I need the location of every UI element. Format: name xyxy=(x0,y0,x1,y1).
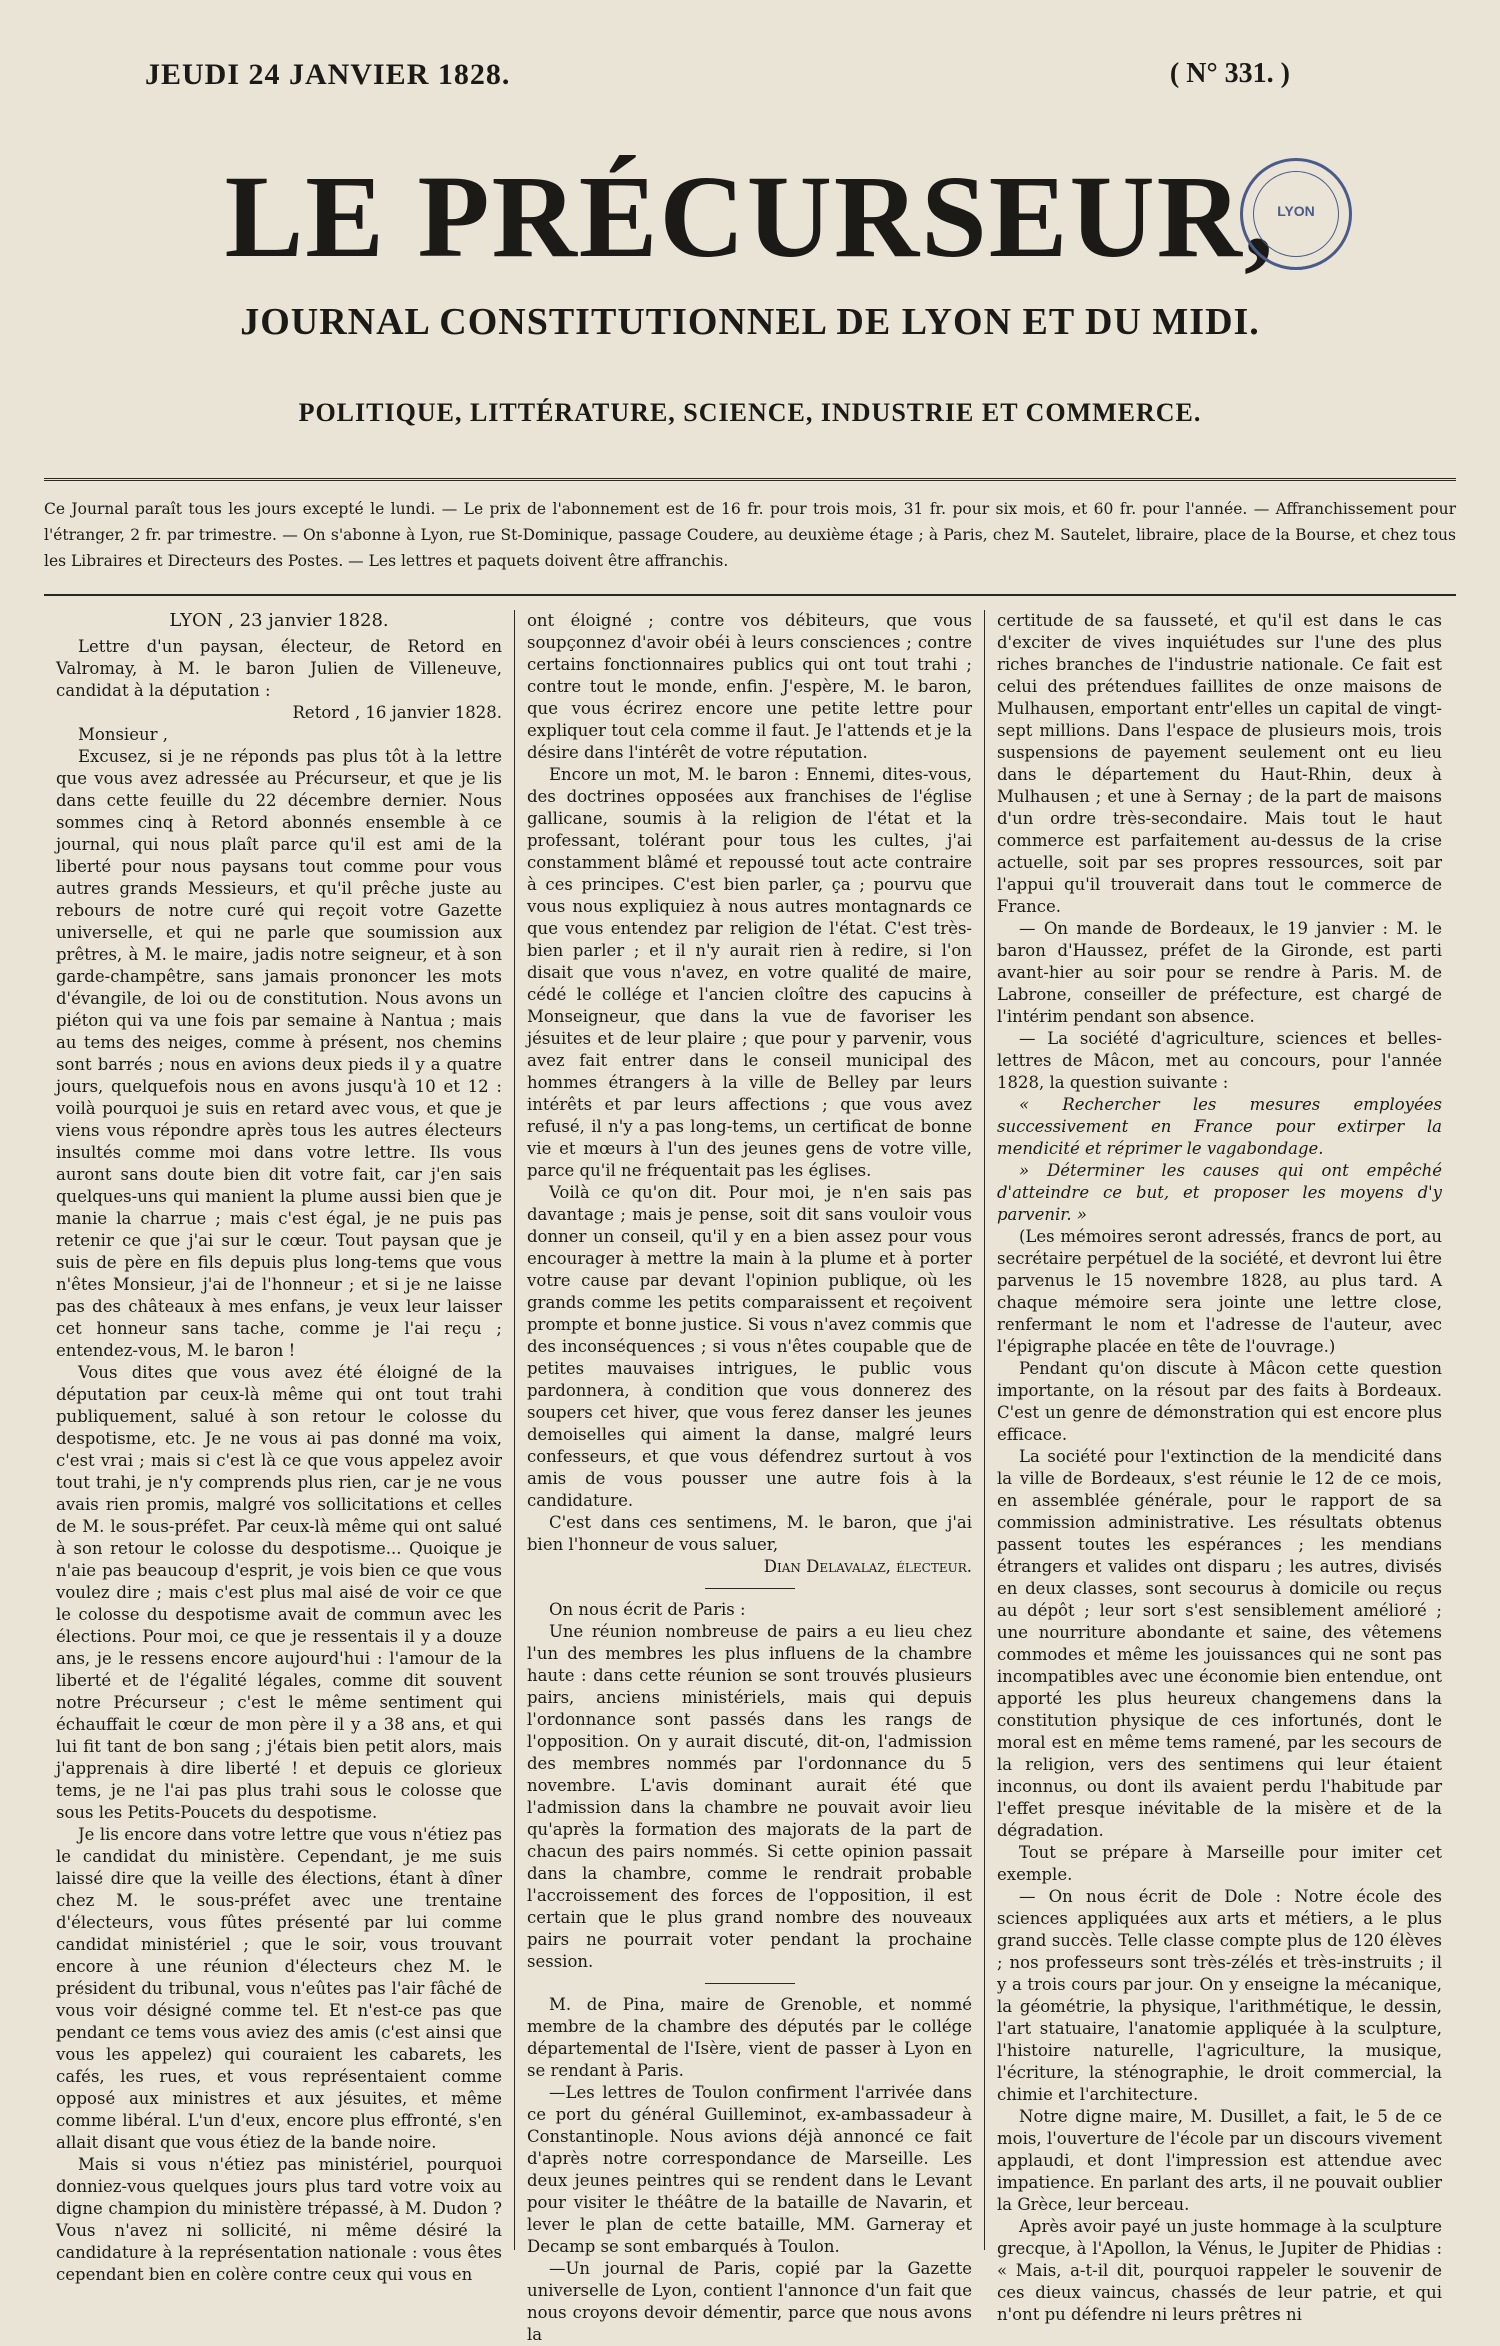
letter-paragraph: ont éloigné ; contre vos débiteurs, que vous soupçonnez d'avoir obéi à leurs consciences ; contre certains fonctionnaires publics qui ont tout trahi ; contre tout le monde, enfin. J'espère, M. le baron, que vous écrirez encore une petite lettre pour expliquer tout cela comme il faut. Je l'attends et je la désire dans l'intérêt de votre réputation. xyxy=(527,611,972,762)
newspaper-title: LE PRÉCURSEUR, xyxy=(224,151,1276,282)
notice-top-rule xyxy=(44,478,1456,481)
article-divider xyxy=(705,1983,795,1984)
letter-paragraph: C'est dans ces sentimens, M. le baron, que j'ai bien l'honneur de vous saluer, xyxy=(527,1513,972,1554)
news-paragraph: —Les lettres de Toulon confirment l'arrivée dans ce port du général Guilleminot, ex-ambassadeur à Constantinople. Nous avions déjà annoncé ce fait d'après notre correspondance de Marseille. Les deux jeunes peintres qui se rendent dans le Levant pour visiter le théâtre de la bataille de Navarin, et lever le plan de cette bataille, MM. Garneray et Decamp se sont embarqués à Toulon. xyxy=(527,2083,972,2256)
article-columns xyxy=(44,610,1456,2344)
news-paragraph: Notre digne maire, M. Dusillet, a fait, le 5 de ce mois, l'ouverture de l'école par un discours vivement applaudi, et dont l'impression est attendue avec impatience. En parlant des arts, il ne pouvait oublier la Grèce, leur berceau. xyxy=(997,2107,1442,2214)
news-paragraph: M. de Pina, maire de Grenoble, et nommé membre de la chambre des députés par le collége départemental de l'Isère, vient de passer à Lyon en se rendant à Paris. xyxy=(527,1995,972,2080)
library-stamp xyxy=(1240,158,1352,270)
column-2 xyxy=(514,610,984,2344)
news-paragraph: — On mande de Bordeaux, le 19 janvier : M. le baron d'Haussez, préfet de la Gironde, est parti avant-hier au soir pour se rendre à Paris. M. de Labrone, conseiller de préfecture, est chargé de l'intérim pendant son absence. xyxy=(997,919,1442,1026)
lyon-dateline: LYON , 23 janvier 1828. xyxy=(169,610,389,631)
letter-paragraph: Voilà ce qu'on dit. Pour moi, je n'en sais pas davantage ; mais je pense, soit dit sans vouloir vous donner un conseil, qu'il y en a bien assez pour vous encourager à mettre la main à la plume et à porter votre cause par devant l'opinion publique, où les grands comme les petits comparaissent et reçoivent prompte et bonne justice. Si vous n'avez commis que des inconséquences ; si vous n'êtes coupable que de petites mauvaises intrigues, le public vous pardonnera, à condition que vous donnerez des soupers cet hiver, que vous ferez danser les jeunes demoiselles qui aiment la danse, malgré leurs confesseurs, et que vous défendrez surtout à vos amis de vous pousser une autre fois à la candidature. xyxy=(527,1183,972,1510)
letter-intro: Lettre d'un paysan, électeur, de Retord en Valromay, à M. le baron Julien de Villeneuve, candidat à la députation : xyxy=(56,637,502,700)
issue-number: ( N° 331. ) xyxy=(1169,58,1290,89)
news-paragraph: La société pour l'extinction de la mendicité dans la ville de Bordeaux, s'est réunie le 12 de ce mois, en assemblée générale, pour le rapport de sa commission administrative. Les résultats obtenus passent toutes les espérances ; les mendians étrangers et valides ont disparu ; les autres, divisés en deux classes, sont secourus à domicile ou reçus au dépôt ; leur sort s'est sensiblement amélioré ; une nourriture abondante et saine, des vêtemens commodes et même les jouissances qui ne sont pas incompatibles avec une économie bien entendue, ont apporté les plus heureux changemens dans la constitution physique de ces infortunés, dont le moral est en même tems ramené, par les secours de la religion, vers des sentimens qui leur étaient inconnus, ou dont ils avaient perdu l'habitude par l'effet presque inévitable de la misère et de la dégradation. xyxy=(997,1447,1442,1840)
notice-bottom-rule xyxy=(44,594,1456,596)
article-divider xyxy=(705,1588,795,1589)
letter-signature: Dian Delavalaz, électeur. xyxy=(763,1557,972,1576)
news-paragraph: Après avoir payé un juste hommage à la sculpture grecque, à l'Apollon, la Vénus, le Jupiter de Phidias : « Mais, a-t-il dit, pourquoi rappeler le souvenir de ces dieux vaincus, chassés de leur patrie, et qui n'ont pu défendre ni leurs prêtres ni xyxy=(997,2217,1442,2324)
letter-place-date: Retord , 16 janvier 1828. xyxy=(292,703,502,722)
newspaper-tagline: POLITIQUE, LITTÉRATURE, SCIENCE, INDUSTRIE ET COMMERCE. xyxy=(298,398,1202,427)
stamp-text: LYON xyxy=(1277,203,1315,219)
column-1 xyxy=(44,610,514,2284)
news-paragraph: Une réunion nombreuse de pairs a eu lieu chez l'un des membres les plus influens de la chambre haute : dans cette réunion se sont trouvés plusieurs pairs, anciens ministériels, mais qui depuis l'ordonnance sont passés dans les rangs de l'opposition. On y aurait discuté, dit-on, l'admission des membres nommés par l'ordonnance du 5 novembre. L'avis dominant aurait été que l'admission dans la chambre ne pouvait avoir lieu qu'après la formation des majorats de la part de chacun des pairs nommés. Si cette opinion passait dans la chambre, comme le rendrait probable l'accroissement des forces de l'opposition, il est certain que le plus grand nombre des nouveaux pairs ne pourrait voter pendant la prochaine session. xyxy=(527,1622,972,1971)
news-paragraph: » Déterminer les causes qui ont empêché d'atteindre ce but, et proposer les moyens d'y parvenir. » xyxy=(997,1161,1442,1224)
letter-paragraph: Vous dites que vous avez été éloigné de la députation par ceux-là même qui ont tout trahi publiquement, salué à son retour le colosse du despotisme, etc. Je ne vous ai pas donné ma voix, c'est vrai ; mais si c'est là ce que vous appelez avoir tout trahi, je n'y comprends plus rien, car je ne vous avais rien promis, malgré vos sollicitations et celles de M. le sous-préfet. Par ceux-là même qui ont salué à son retour le colosse du despotisme... Quoique je n'aie pas beaucoup d'esprit, je vois bien ce que vous voulez dire ; mais c'est plus mal aisé de voir ce que le colosse du despotisme avait de commun avec les élections. Pour moi, ce que je ressentais il y a douze ans, je le ressens encore aujourd'hui : l'amour de la liberté et de l'égalité légales, comme dit souvent notre Précurseur ; c'est le même sentiment qui échauffait le cœur de mon père il y a 38 ans, et qui lui fit tant de bon sang ; j'étais bien petit alors, mais j'apprenais à dire liberté ! et depuis ce glorieux tems, je ne l'ai pas plus trahi sous le colosse que sous les Petits-Poucets du despotisme. xyxy=(56,1363,502,1822)
subscription-notice: Ce Journal paraît tous les jours excepté le lundi. — Le prix de l'abonnement est de 16 fr. pour trois mois, 31 fr. pour six mois, et 60 fr. pour l'année. — Affranchissement pour l'étranger, 2 fr. par trimestre. — On s'abonne à Lyon, rue St-Dominique, passage Coudere, au deuxième étage ; à Paris, chez M. Sautelet, libraire, place de la Bourse, et chez tous les Libraires et Directeurs des Postes. — Les lettres et paquets doivent être affranchis. xyxy=(44,500,1456,570)
letter-paragraph: Je lis encore dans votre lettre que vous n'étiez pas le candidat du ministère. Cependant, je me suis laissé dire que la veille des élections, étant à dîner chez M. le sous-préfet avec une trentaine d'électeurs, vous fûtes présenté par lui comme candidat ministériel ; que le soir, vous trouvant encore à une réunion d'électeurs chez M. le président du tribunal, vous n'eûtes pas l'air fâché de vous voir désigné comme tel. Et n'est-ce pas que pendant ce tems vous aviez des amis (c'est ainsi que vous les appelez) qui couraient les cabarets, les cafés, les rues, et vous représentaient comme opposé aux ministres et aux jésuites, et même comme libéral. L'un d'eux, encore plus effronté, s'en allait disant que vous étiez de la bande noire. xyxy=(56,1825,502,2152)
news-paragraph: Tout se prépare à Marseille pour imiter cet exemple. xyxy=(997,1843,1442,1884)
letter-paragraph: Excusez, si je ne réponds pas plus tôt à la lettre que vous avez adressée au Précurseur, et que je lis dans cette feuille du 22 décembre dernier. Nous sommes cinq à Retord abonnés ensemble à ce journal, qui nous plaît parce qu'il est ami de la liberté pour nous paysans tout comme pour vous autres grands Messieurs, et qu'il prêche juste au rebours de notre curé qui reçoit votre Gazette universelle, et qui ne parle que soumission aux prêtres, à M. le maire, jadis notre seigneur, et à son garde-champêtre, sans jamais prononcer les mots d'évangile, de loi ou de constitution. Nous avons un piéton qui va une fois par semaine à Nantua ; mais au tems des neiges, comme à présent, nos chemins sont barrés ; nous en avions deux pieds il y a quatre jours, quelquefois nous en avons jusqu'à 10 et 12 : voilà pourquoi je suis en retard avec vous, et que je viens vous répondre après tous les autres électeurs insultés comme moi dans votre lettre. Ils vous auront sans doute bien dit votre fait, car j'en sais quelques-uns qui manient la plume aussi bien que je manie la charrue ; mais c'est égal, je ne puis pas retenir ce que j'ai sur le cœur. Tout paysan que je suis de père en fils depuis plus long-tems que vous n'êtes Monsieur, j'ai de l'honneur ; et si je ne laisse pas des châteaux à mes enfans, je veux leur laisser cet honneur sans tache, comme je l'ai reçu ; entendez-vous, M. le baron ! xyxy=(56,747,502,1360)
news-paragraph: — La société d'agriculture, sciences et belles-lettres de Mâcon, met au concours, pour l'année 1828, la question suivante : xyxy=(997,1029,1442,1092)
letter-paragraph: Mais si vous n'étiez pas ministériel, pourquoi donniez-vous quelques jours plus tard votre voix au digne champion du ministère trépassé, à M. Dudon ? Vous n'avez ni sollicité, ni même désiré la candidature à la représentation nationale : vous êtes cependant bien en colère contre ceux qui vous en xyxy=(56,2155,502,2284)
issue-date: JEUDI 24 JANVIER 1828. xyxy=(145,58,511,91)
column-3 xyxy=(984,610,1454,2324)
news-paragraph: « Rechercher les mesures employées successivement en France pour extirper la mendicité et réprimer le vagabondage. xyxy=(997,1095,1442,1158)
news-paragraph: (Les mémoires seront adressés, francs de port, au secrétaire perpétuel de la société, et devront lui être parvenus le 15 novembre 1828, au plus tard. A chaque mémoire sera jointe une lettre close, renfermant le nom et l'adresse de l'auteur, avec l'épigraphe placée en tête de l'ouvrage.) xyxy=(997,1227,1442,1356)
news-paragraph: — On nous écrit de Dole : Notre école des sciences appliquées aux arts et métiers, a le plus grand succès. Telle classe compte plus de 120 élèves ; nos professeurs sont très-zélés et très-instruits ; il y a trois cours par jour. On y enseigne la mécanique, la géométrie, la physique, l'arithmétique, le dessin, l'art statuaire, l'anatomie appliquée à la sculpture, l'histoire naturelle, l'agriculture, la musique, l'écriture, la sténographie, le droit commercial, la chimie et l'architecture. xyxy=(997,1887,1442,2104)
news-paragraph: Pendant qu'on discute à Mâcon cette question importante, on la résout par des faits à Bordeaux. C'est un genre de démonstration qui est encore plus efficace. xyxy=(997,1359,1442,1444)
news-paragraph: certitude de sa fausseté, et qu'il est dans le cas d'exciter de vives inquiétudes sur l'une des plus riches branches de l'industrie nationale. Ce fait est celui des prétendues faillites de onze maisons de Mulhausen, emportant entr'elles un capital de vingt-sept millions. Dans l'espace de plusieurs mois, trois suspensions de payement seulement ont eu lieu dans le département du Haut-Rhin, deux à Mulhausen ; et une à Sernay ; de la part de maisons d'un ordre très-secondaire. Mais tout le haut commerce est parfaitement au-dessus de la crise actuelle, soit par ses propres ressources, soit par l'appui qu'il trouverait dans tout le commerce de France. xyxy=(997,611,1442,916)
letter-salutation: Monsieur , xyxy=(78,725,168,744)
newspaper-subtitle: JOURNAL CONSTITUTIONNEL DE LYON ET DU MIDI. xyxy=(240,301,1260,343)
letter-paragraph: Encore un mot, M. le baron : Ennemi, dites-vous, des doctrines opposées aux franchises de l'église gallicane, soumis à la religion de l'état et la professant, tolérant pour tous les cultes, j'ai constamment blâmé et repoussé tout acte contraire à ces principes. C'est bien parler, ça ; pourvu que vous nous expliquiez à nous autres montagnards ce que vous entendez par religion de l'état. C'est très-bien parler ; et il n'y aurait rien à redire, si l'on disait que vous n'avez, en votre qualité de maire, cédé le collége et l'ancien cloître des capucins à Monseigneur, que dans la vue de favoriser les jésuites et de leur plaire ; que pour y parvenir, vous avez fait entrer dans le conseil municipal des hommes étrangers à la ville de Belley par leurs intérêts et par leurs affections ; que vous avez refusé, il n'y a pas long-tems, un certificat de bonne vie et mœurs à l'un des jeunes gens de votre ville, parce qu'il ne fréquentait pas les églises. xyxy=(527,765,972,1180)
news-paragraph: On nous écrit de Paris : xyxy=(549,1600,746,1619)
news-paragraph: —Un journal de Paris, copié par la Gazette universelle de Lyon, contient l'annonce d'un fait que nous croyons devoir démentir, parce que nous avons la xyxy=(527,2259,972,2344)
